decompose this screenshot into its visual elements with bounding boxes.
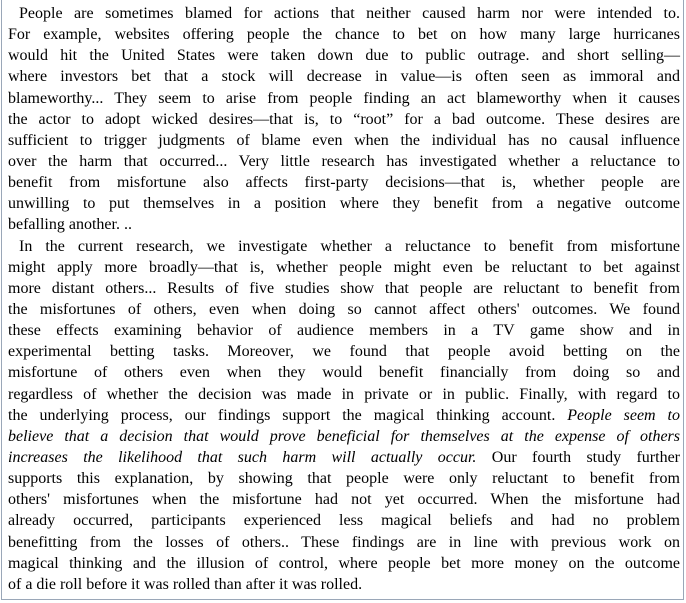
text-line: these effects examining behavior of audience members in a TV game show and in bbox=[8, 322, 680, 340]
text-line: the misfortunes of others, even when doing so cannot affect others' outcomes. We found bbox=[8, 300, 680, 318]
italic-run: believe that a decision that would prove beneficial for themselves at the expense of others bbox=[8, 427, 680, 445]
text-line: of a die roll before it was rolled than after it was rolled. bbox=[8, 575, 363, 593]
paragraph-1 bbox=[8, 3, 680, 236]
document-text bbox=[8, 3, 680, 595]
text-line: where investors bet that a stock will decrease in value—is often seen as immoral and bbox=[8, 68, 680, 86]
text-line: benefit from misfortune also affects first-party decisions—that is, whether people are bbox=[8, 174, 680, 192]
text-run: the underlying process, our findings support the magical thinking account. bbox=[8, 406, 556, 424]
italic-run: increases the likelihood that such harm will actually occur. bbox=[8, 448, 477, 466]
text-line: unwilling to put themselves in a position where they benefit from a negative outcome bbox=[8, 195, 680, 213]
text-line-mixed bbox=[8, 405, 680, 426]
text-line: others' misfortunes when the misfortune had not yet occurred. When the misfortune had bbox=[8, 491, 680, 509]
text-line: For example, websites offering people the chance to bet on how many large hurricanes bbox=[8, 26, 680, 44]
text-line: befalling another. .. bbox=[8, 216, 132, 234]
text-line: sufficient to trigger judgments of blame even when the individual has no causal influence bbox=[8, 131, 680, 149]
text-line: regardless of whether the decision was made in private or in public. Finally, with regard to bbox=[8, 385, 680, 403]
text-line: might apply more broadly—that is, whether people might even be reluctant to bet against bbox=[8, 258, 680, 276]
text-line: In the current research, we investigate whether a reluctance to benefit from misfortune bbox=[19, 237, 680, 255]
document-frame bbox=[1, 0, 684, 600]
paragraph-2 bbox=[8, 236, 680, 595]
text-line: over the harm that occurred... Very little research has investigated whether a reluctance to bbox=[8, 152, 680, 170]
text-line: benefitting from the losses of others.. These findings are in line with previous work on bbox=[8, 533, 680, 551]
text-line: People are sometimes blamed for actions that neither caused harm nor were intended to. bbox=[19, 5, 680, 22]
italic-run: People seem to bbox=[567, 406, 680, 424]
text-line-italic bbox=[8, 426, 680, 447]
text-run: Our fourth study further bbox=[491, 448, 681, 466]
text-line: already occurred, participants experienced less magical beliefs and had no problem bbox=[8, 512, 680, 530]
text-line: misfortune of others even when they would benefit financially from doing so and bbox=[8, 364, 680, 382]
text-line-mixed bbox=[8, 447, 680, 468]
text-line: supports this explanation, by showing that people were only reluctant to benefit from bbox=[8, 470, 680, 488]
text-line: experimental betting tasks. Moreover, we found that people avoid betting on the bbox=[8, 343, 680, 361]
text-line: would hit the United States were taken down due to public outrage. and short selling— bbox=[8, 47, 680, 65]
text-line: more distant others... Results of five studies show that people are reluctant to benefit from bbox=[8, 279, 680, 297]
text-line: blameworthy... They seem to arise from people finding an act blameworthy when it causes bbox=[8, 89, 680, 107]
text-line: magical thinking and the illusion of control, where people bet more money on the outcome bbox=[8, 554, 680, 572]
text-line: the actor to adopt wicked desires—that is, to “root” for a bad outcome. These desires are bbox=[8, 110, 680, 128]
